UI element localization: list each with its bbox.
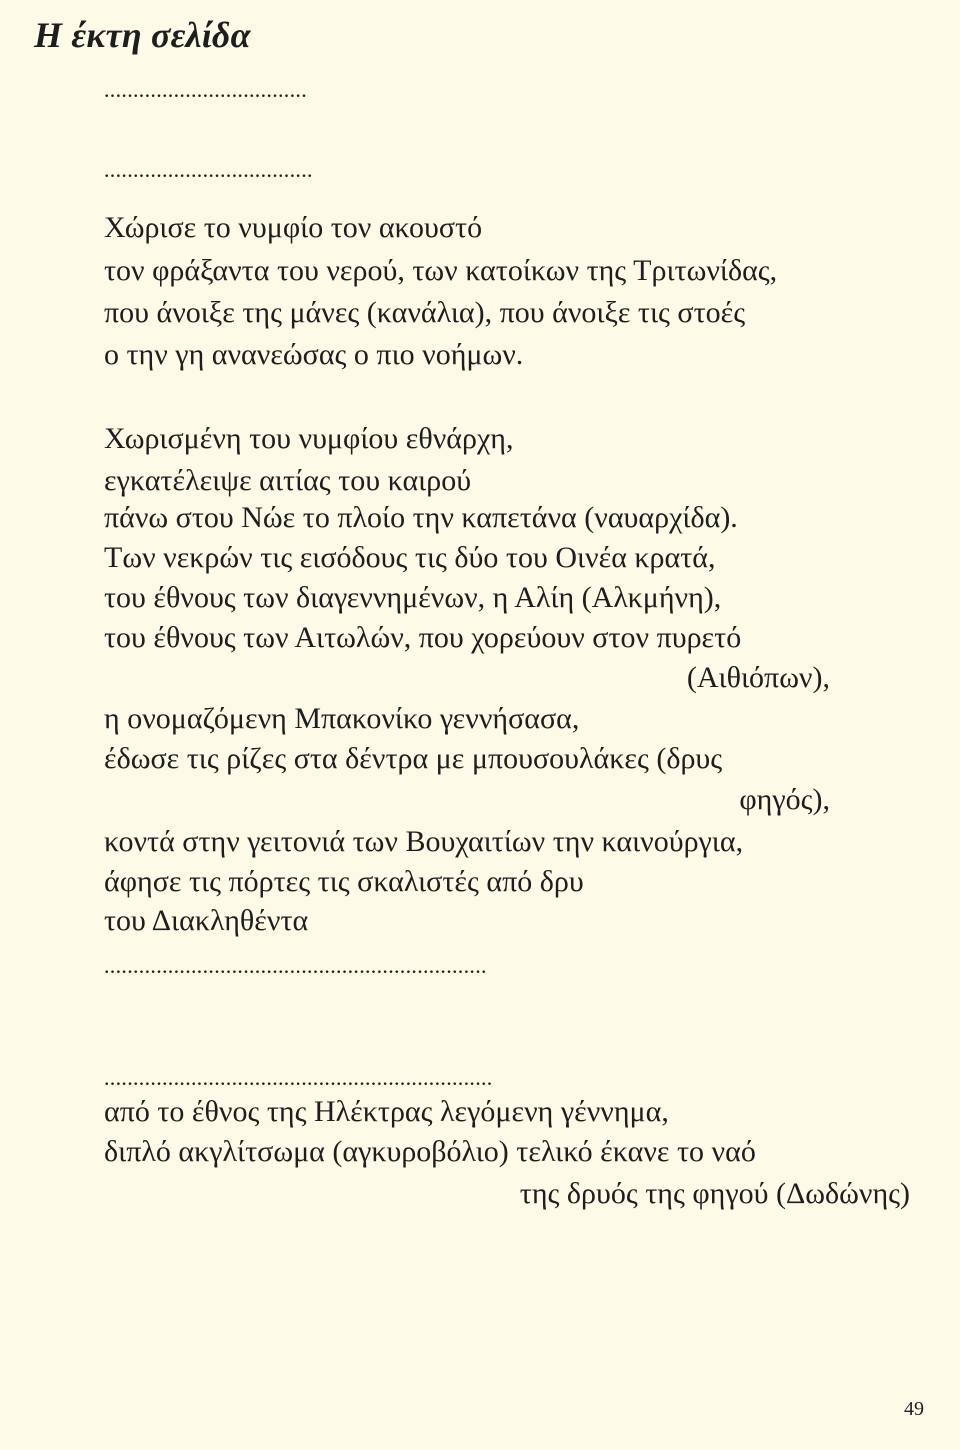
verse-line: από το έθνος της Ηλέκτρας λεγόμενη γέννημα, bbox=[104, 1095, 669, 1128]
verse-line: κοντά στην γειτονιά των Βουχαιτίων την καινούργια, bbox=[104, 825, 744, 858]
verse-line: του έθνους των Αιτωλών, που χορεύουν στον πυρετό bbox=[104, 621, 742, 654]
verse-line: ο την γη ανανεώσας ο πιο νοήμων. bbox=[104, 338, 524, 371]
ellipsis-separator: .................................... bbox=[104, 157, 313, 182]
ellipsis-separator: .................................................................. bbox=[104, 953, 487, 978]
verse-line: Χωρισμένη του νυμφίου εθνάρχη, bbox=[104, 422, 514, 455]
verse-line: εγκατέλειψε αιτίας του καιρού bbox=[104, 464, 472, 497]
verse-line: που άνοιξε της μάνες (κανάλια), που άνοιξε τις στοές bbox=[104, 296, 746, 329]
verse-line: διπλό ακγλίτσωμα (αγκυροβόλιο) τελικό έκανε το ναό bbox=[104, 1135, 756, 1168]
verse-line: άφησε τις πόρτες τις σκαλιστές από δρυ bbox=[104, 865, 584, 898]
verse-line: Χώρισε το νυμφίο τον ακουστό bbox=[104, 211, 483, 244]
verse-line-continuation: φηγός), bbox=[739, 783, 830, 816]
verse-line: πάνω στου Νώε το πλοίο την καπετάνα (ναυαρχίδα). bbox=[104, 501, 738, 534]
verse-line: τον φράξαντα του νερού, των κατοίκων της Τριτωνίδας, bbox=[104, 254, 778, 287]
verse-line: η ονομαζόμενη Μπακονίκο γεννήσασα, bbox=[104, 702, 580, 735]
verse-line-continuation: της δρυός της φηγού (Δωδώνης) bbox=[519, 1177, 910, 1210]
ellipsis-separator: ................................................................... bbox=[104, 1065, 493, 1090]
verse-line: έδωσε τις ρίζες στα δέντρα με μπουσουλάκες (δρυς bbox=[104, 742, 723, 775]
verse-line: Των νεκρών τις εισόδους τις δύο του Οινέα κρατά, bbox=[104, 541, 716, 574]
page-number: 49 bbox=[904, 1398, 924, 1420]
verse-line-continuation: (Αιθιόπων), bbox=[686, 661, 830, 694]
verse-line: του Διακληθέντα bbox=[104, 904, 309, 937]
page-title: Η έκτη σελίδα bbox=[34, 15, 251, 55]
verse-line: του έθνους των διαγεννημένων, η Αλίη (Αλκμήνη), bbox=[104, 581, 722, 614]
ellipsis-separator: ................................... bbox=[104, 77, 307, 102]
